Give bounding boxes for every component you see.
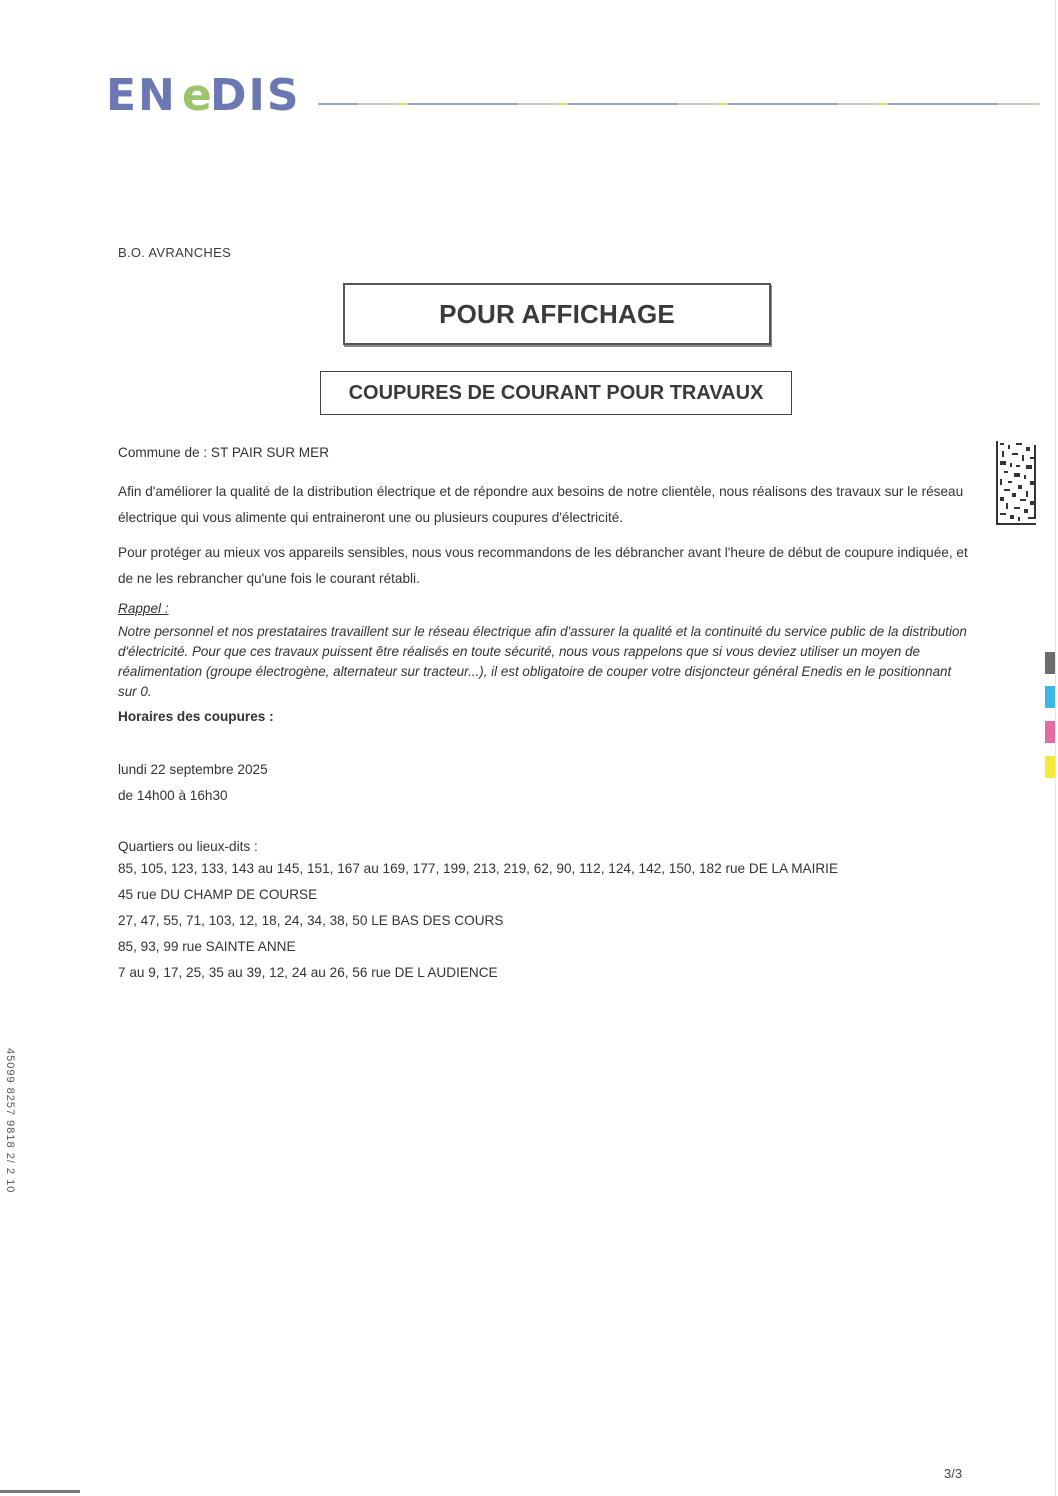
svg-text:e: e bbox=[182, 70, 212, 118]
rappel-text: Notre personnel et nos prestataires travaillent sur le réseau électrique afin d'assurer la qualité et la continuité du service public de la distribution d'électricité. Pour que ces travaux puissent être réalisés en toute sécurité, nous vous rappelons que si vous deviez utiliser un moyen de réalimentation (groupe électrogène, alternateur sur tracteur...), il est obligatoire de couper votre disjoncteur général Enedis en le positionnant sur 0. bbox=[118, 624, 967, 699]
page-number: 3/3 bbox=[944, 1466, 963, 1481]
page-title: POUR AFFICHAGE bbox=[439, 298, 675, 329]
title-box bbox=[343, 283, 771, 345]
datamatrix-code bbox=[996, 441, 1036, 525]
address-line: 45 rue DU CHAMP DE COURSE bbox=[118, 887, 318, 902]
office-name: B.O. AVRANCHES bbox=[118, 245, 232, 260]
paragraph-advice: Pour protéger au mieux vos appareils sensibles, nous vous recommandons de les débrancher avant l'heure de début de coupure indiquée, et de ne les rebrancher qu'une fois le courant rétabli. bbox=[118, 545, 968, 586]
paragraph-intro: Afin d'améliorer la qualité de la distribution électrique et de répondre aux besoins de notre clientèle, nous réalisons des travaux sur le réseau électrique qui vous alimente qui entraineront une ou plusieurs coupures d'électricité. bbox=[118, 484, 964, 525]
outage-date: lundi 22 septembre 2025 bbox=[118, 762, 268, 777]
quartiers-label: Quartiers ou lieux-dits : bbox=[118, 839, 258, 854]
page-subtitle: COUPURES DE COURANT POUR TRAVAUX bbox=[348, 381, 764, 404]
address-line: 85, 105, 123, 133, 143 au 145, 151, 167 au 169, 177, 199, 213, 219, 62, 90, 112, 124, 142, 150, 182 rue DE LA MAIRIE bbox=[118, 861, 839, 876]
horaires-label: Horaires des coupures : bbox=[118, 709, 274, 724]
address-line: 27, 47, 55, 71, 103, 12, 18, 24, 34, 38, 50 LE BAS DES COURS bbox=[118, 913, 504, 928]
address-line: 85, 93, 99 rue SAINTE ANNE bbox=[118, 939, 296, 954]
svg-text:EN: EN bbox=[106, 70, 177, 118]
scan-edge-mark bbox=[0, 1490, 80, 1493]
outage-time: de 14h00 à 16h30 bbox=[118, 788, 228, 803]
rappel-label: Rappel : bbox=[118, 601, 169, 616]
page-edge bbox=[1055, 0, 1056, 1496]
address-line: 7 au 9, 17, 25, 35 au 39, 12, 24 au 26, 56 rue DE L AUDIENCE bbox=[118, 965, 498, 980]
svg-text:DIS: DIS bbox=[210, 70, 301, 118]
header-rule bbox=[318, 103, 1040, 105]
commune: Commune de : ST PAIR SUR MER bbox=[118, 445, 330, 460]
subtitle-box bbox=[320, 371, 792, 415]
enedis-logo bbox=[106, 70, 316, 118]
scan-reference: 45099 8257 9818 2/ 2 10 bbox=[4, 1048, 16, 1194]
